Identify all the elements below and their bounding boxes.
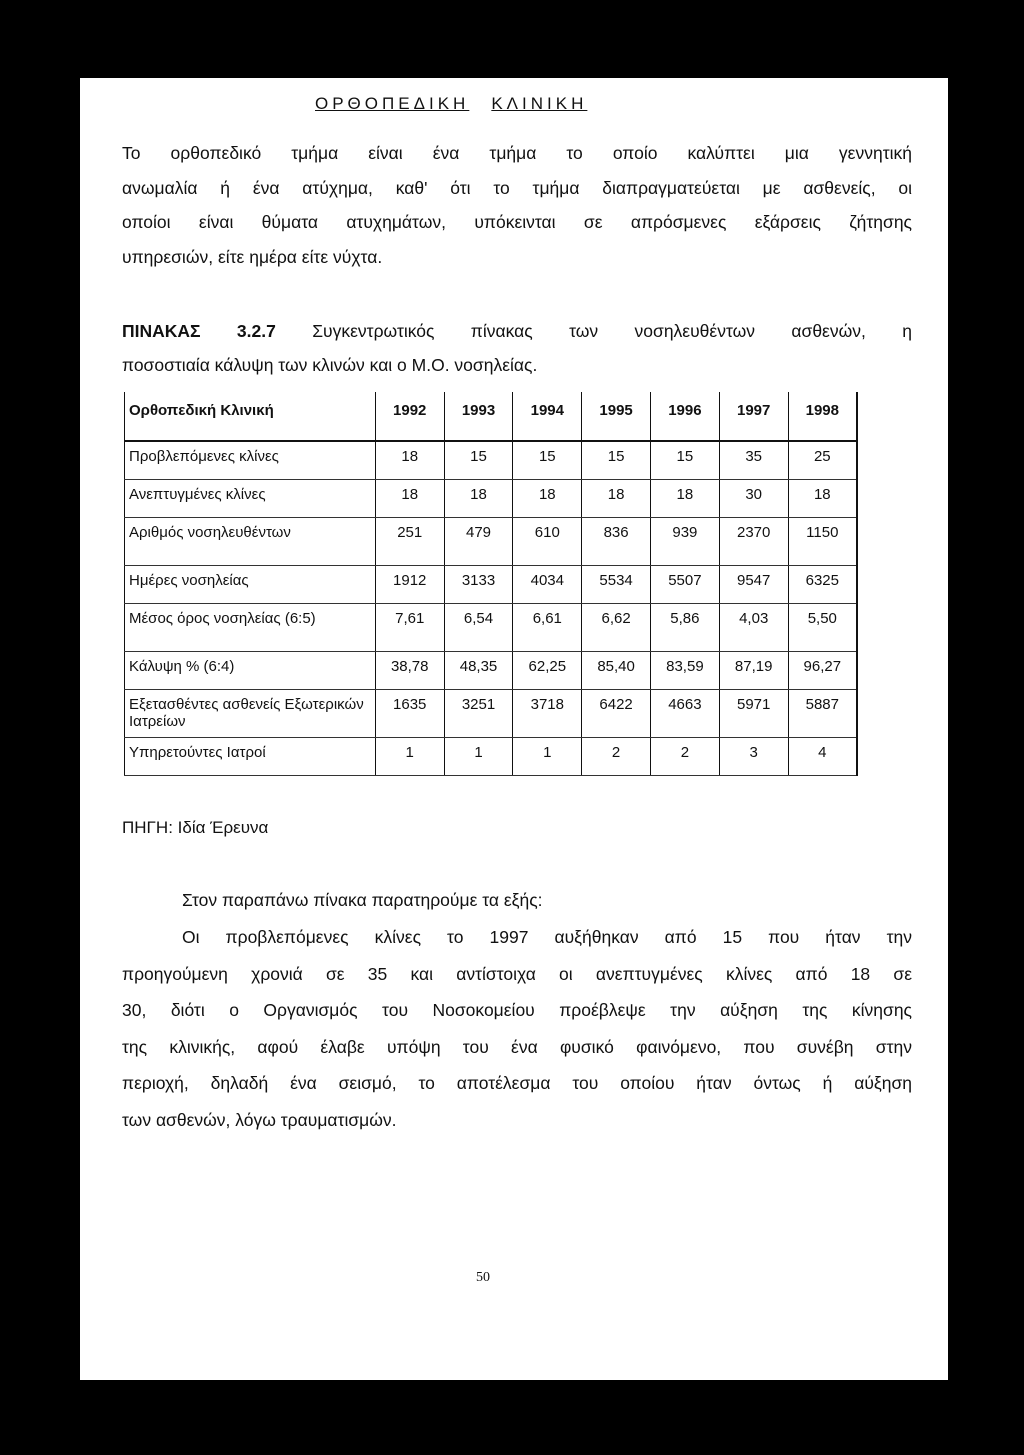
observation-line: των ασθενών, λόγω τραυματισμών.	[122, 1109, 397, 1130]
cell-value: 2370	[719, 517, 788, 565]
cell-value: 3	[719, 737, 788, 775]
cell-value: 1912	[375, 565, 444, 603]
row-label: Εξετασθέντες ασθενείς Εξωτερικών Ιατρείων	[125, 689, 376, 737]
cell-value: 30	[719, 479, 788, 517]
table-row	[125, 479, 858, 517]
observation-line: της κλινικής, αφού έλαβε υπόψη του ένα φυσικό φαινόμενο, που συνέβη στην	[122, 1036, 912, 1057]
cell-value: 2	[651, 737, 720, 775]
cell-value: 25	[788, 441, 857, 479]
table-caption	[122, 314, 912, 382]
cell-value: 1	[375, 737, 444, 775]
cell-value: 7,61	[375, 603, 444, 651]
cell-value: 38,78	[375, 651, 444, 689]
cell-value: 6,62	[582, 603, 651, 651]
table-source: ΠΗΓΗ: Ιδία Έρευνα	[122, 818, 269, 837]
cell-value: 4,03	[719, 603, 788, 651]
cell-value: 5507	[651, 565, 720, 603]
cell-value: 2	[582, 737, 651, 775]
cell-value: 18	[582, 479, 651, 517]
table-row	[125, 651, 858, 689]
intro-line: Το ορθοπεδικό τμήμα είναι ένα τμήμα το οποίο καλύπτει μια γεννητική	[122, 143, 912, 163]
table-row	[125, 689, 858, 737]
caption-text: Συγκεντρωτικός πίνακας των νοσηλευθέντων ασθενών, η	[312, 321, 912, 341]
observation-line: Οι προβλεπόμενες κλίνες το 1997 αυξήθηκαν από 15 που ήταν την	[182, 927, 912, 947]
cell-value: 610	[513, 517, 582, 565]
cell-value: 5534	[582, 565, 651, 603]
cell-value: 251	[375, 517, 444, 565]
cell-value: 5887	[788, 689, 857, 737]
row-label: Ανεπτυγμένες κλίνες	[125, 479, 376, 517]
cell-value: 18	[513, 479, 582, 517]
cell-value: 15	[651, 441, 720, 479]
cell-value: 18	[444, 479, 513, 517]
page-number: 50	[476, 1270, 490, 1285]
cell-value: 6422	[582, 689, 651, 737]
cell-value: 96,27	[788, 651, 857, 689]
observation-paragraph	[122, 919, 912, 1138]
clinic-stats-table	[124, 392, 858, 776]
header-year: 1995	[582, 392, 651, 440]
cell-value: 15	[513, 441, 582, 479]
cell-value: 5,86	[651, 603, 720, 651]
observation-line: 30, διότι ο Οργανισμός του Νοσοκομείου προέβλεψε την αύξηση της κίνησης	[122, 1000, 912, 1020]
cell-value: 18	[375, 479, 444, 517]
cell-value: 6,61	[513, 603, 582, 651]
cell-value: 1150	[788, 517, 857, 565]
row-label: Προβλεπόμενες κλίνες	[125, 441, 376, 479]
table-number: ΠΙΝΑΚΑΣ 3.2.7	[122, 321, 276, 341]
header-year: 1997	[719, 392, 788, 440]
cell-value: 6,54	[444, 603, 513, 651]
cell-value: 1635	[375, 689, 444, 737]
observation-line: περιοχή, δηλαδή ένα σεισμό, το αποτέλεσμα του οποίου ήταν όντως ή αύξηση	[122, 1073, 912, 1093]
document-page	[80, 78, 948, 1380]
cell-value: 3133	[444, 565, 513, 603]
cell-value: 62,25	[513, 651, 582, 689]
heading-part-2: ΚΛΙΝΙΚΗ	[491, 94, 588, 113]
cell-value: 87,19	[719, 651, 788, 689]
cell-value: 35	[719, 441, 788, 479]
cell-value: 48,35	[444, 651, 513, 689]
cell-value: 4034	[513, 565, 582, 603]
cell-value: 939	[651, 517, 720, 565]
row-label: Μέσος όρος νοσηλείας (6:5)	[125, 603, 376, 651]
cell-value: 479	[444, 517, 513, 565]
cell-value: 1	[444, 737, 513, 775]
cell-value: 18	[375, 441, 444, 479]
cell-value: 15	[444, 441, 513, 479]
observation-line: προηγούμενη χρονιά σε 35 και αντίστοιχα οι ανεπτυγμένες κλίνες από 18 σε	[122, 963, 912, 984]
table-row	[125, 517, 858, 565]
header-year: 1994	[513, 392, 582, 440]
table-row	[125, 441, 858, 479]
cell-value: 3718	[513, 689, 582, 737]
cell-value: 18	[651, 479, 720, 517]
cell-value: 15	[582, 441, 651, 479]
header-year: 1998	[788, 392, 857, 440]
intro-line: υπηρεσιών, είτε ημέρα είτε νύχτα.	[122, 246, 383, 267]
cell-value: 5971	[719, 689, 788, 737]
cell-value: 5,50	[788, 603, 857, 651]
cell-value: 18	[788, 479, 857, 517]
cell-value: 6325	[788, 565, 857, 603]
intro-line: οποίοι είναι θύματα ατυχημάτων, υπόκεινται σε απρόσμενες εξάρσεις ζήτησης	[122, 212, 912, 232]
observation-intro: Στον παραπάνω πίνακα παρατηρούμε τα εξής:	[182, 890, 543, 910]
cell-value: 9547	[719, 565, 788, 603]
header-year: 1993	[444, 392, 513, 440]
header-year: 1992	[375, 392, 444, 440]
section-heading	[315, 94, 587, 114]
heading-part-1: ΟΡΘΟΠΕΔΙΚΗ	[315, 94, 470, 113]
cell-value: 1	[513, 737, 582, 775]
intro-paragraph	[122, 136, 912, 274]
cell-value: 836	[582, 517, 651, 565]
caption-text-line2: ποσοστιαία κάλυψη των κλινών και ο Μ.Ο. νοσηλείας.	[122, 355, 538, 375]
cell-value: 4663	[651, 689, 720, 737]
table-row	[125, 565, 858, 603]
row-label: Αριθμός νοσηλευθέντων	[125, 517, 376, 565]
table-row	[125, 603, 858, 651]
cell-value: 83,59	[651, 651, 720, 689]
header-clinic-label: Ορθοπεδική Κλινική	[125, 392, 376, 440]
cell-value: 85,40	[582, 651, 651, 689]
intro-line: ανωμαλία ή ένα ατύχημα, καθ' ότι το τμήμα διαπραγματεύεται με ασθενείς, οι	[122, 177, 912, 198]
row-label: Κάλυψη % (6:4)	[125, 651, 376, 689]
row-label: Ημέρες νοσηλείας	[125, 565, 376, 603]
cell-value: 4	[788, 737, 857, 775]
cell-value: 3251	[444, 689, 513, 737]
header-year: 1996	[651, 392, 720, 440]
table-row	[125, 737, 858, 775]
table-header-row	[125, 392, 858, 440]
row-label: Υπηρετούντες Ιατροί	[125, 737, 376, 775]
